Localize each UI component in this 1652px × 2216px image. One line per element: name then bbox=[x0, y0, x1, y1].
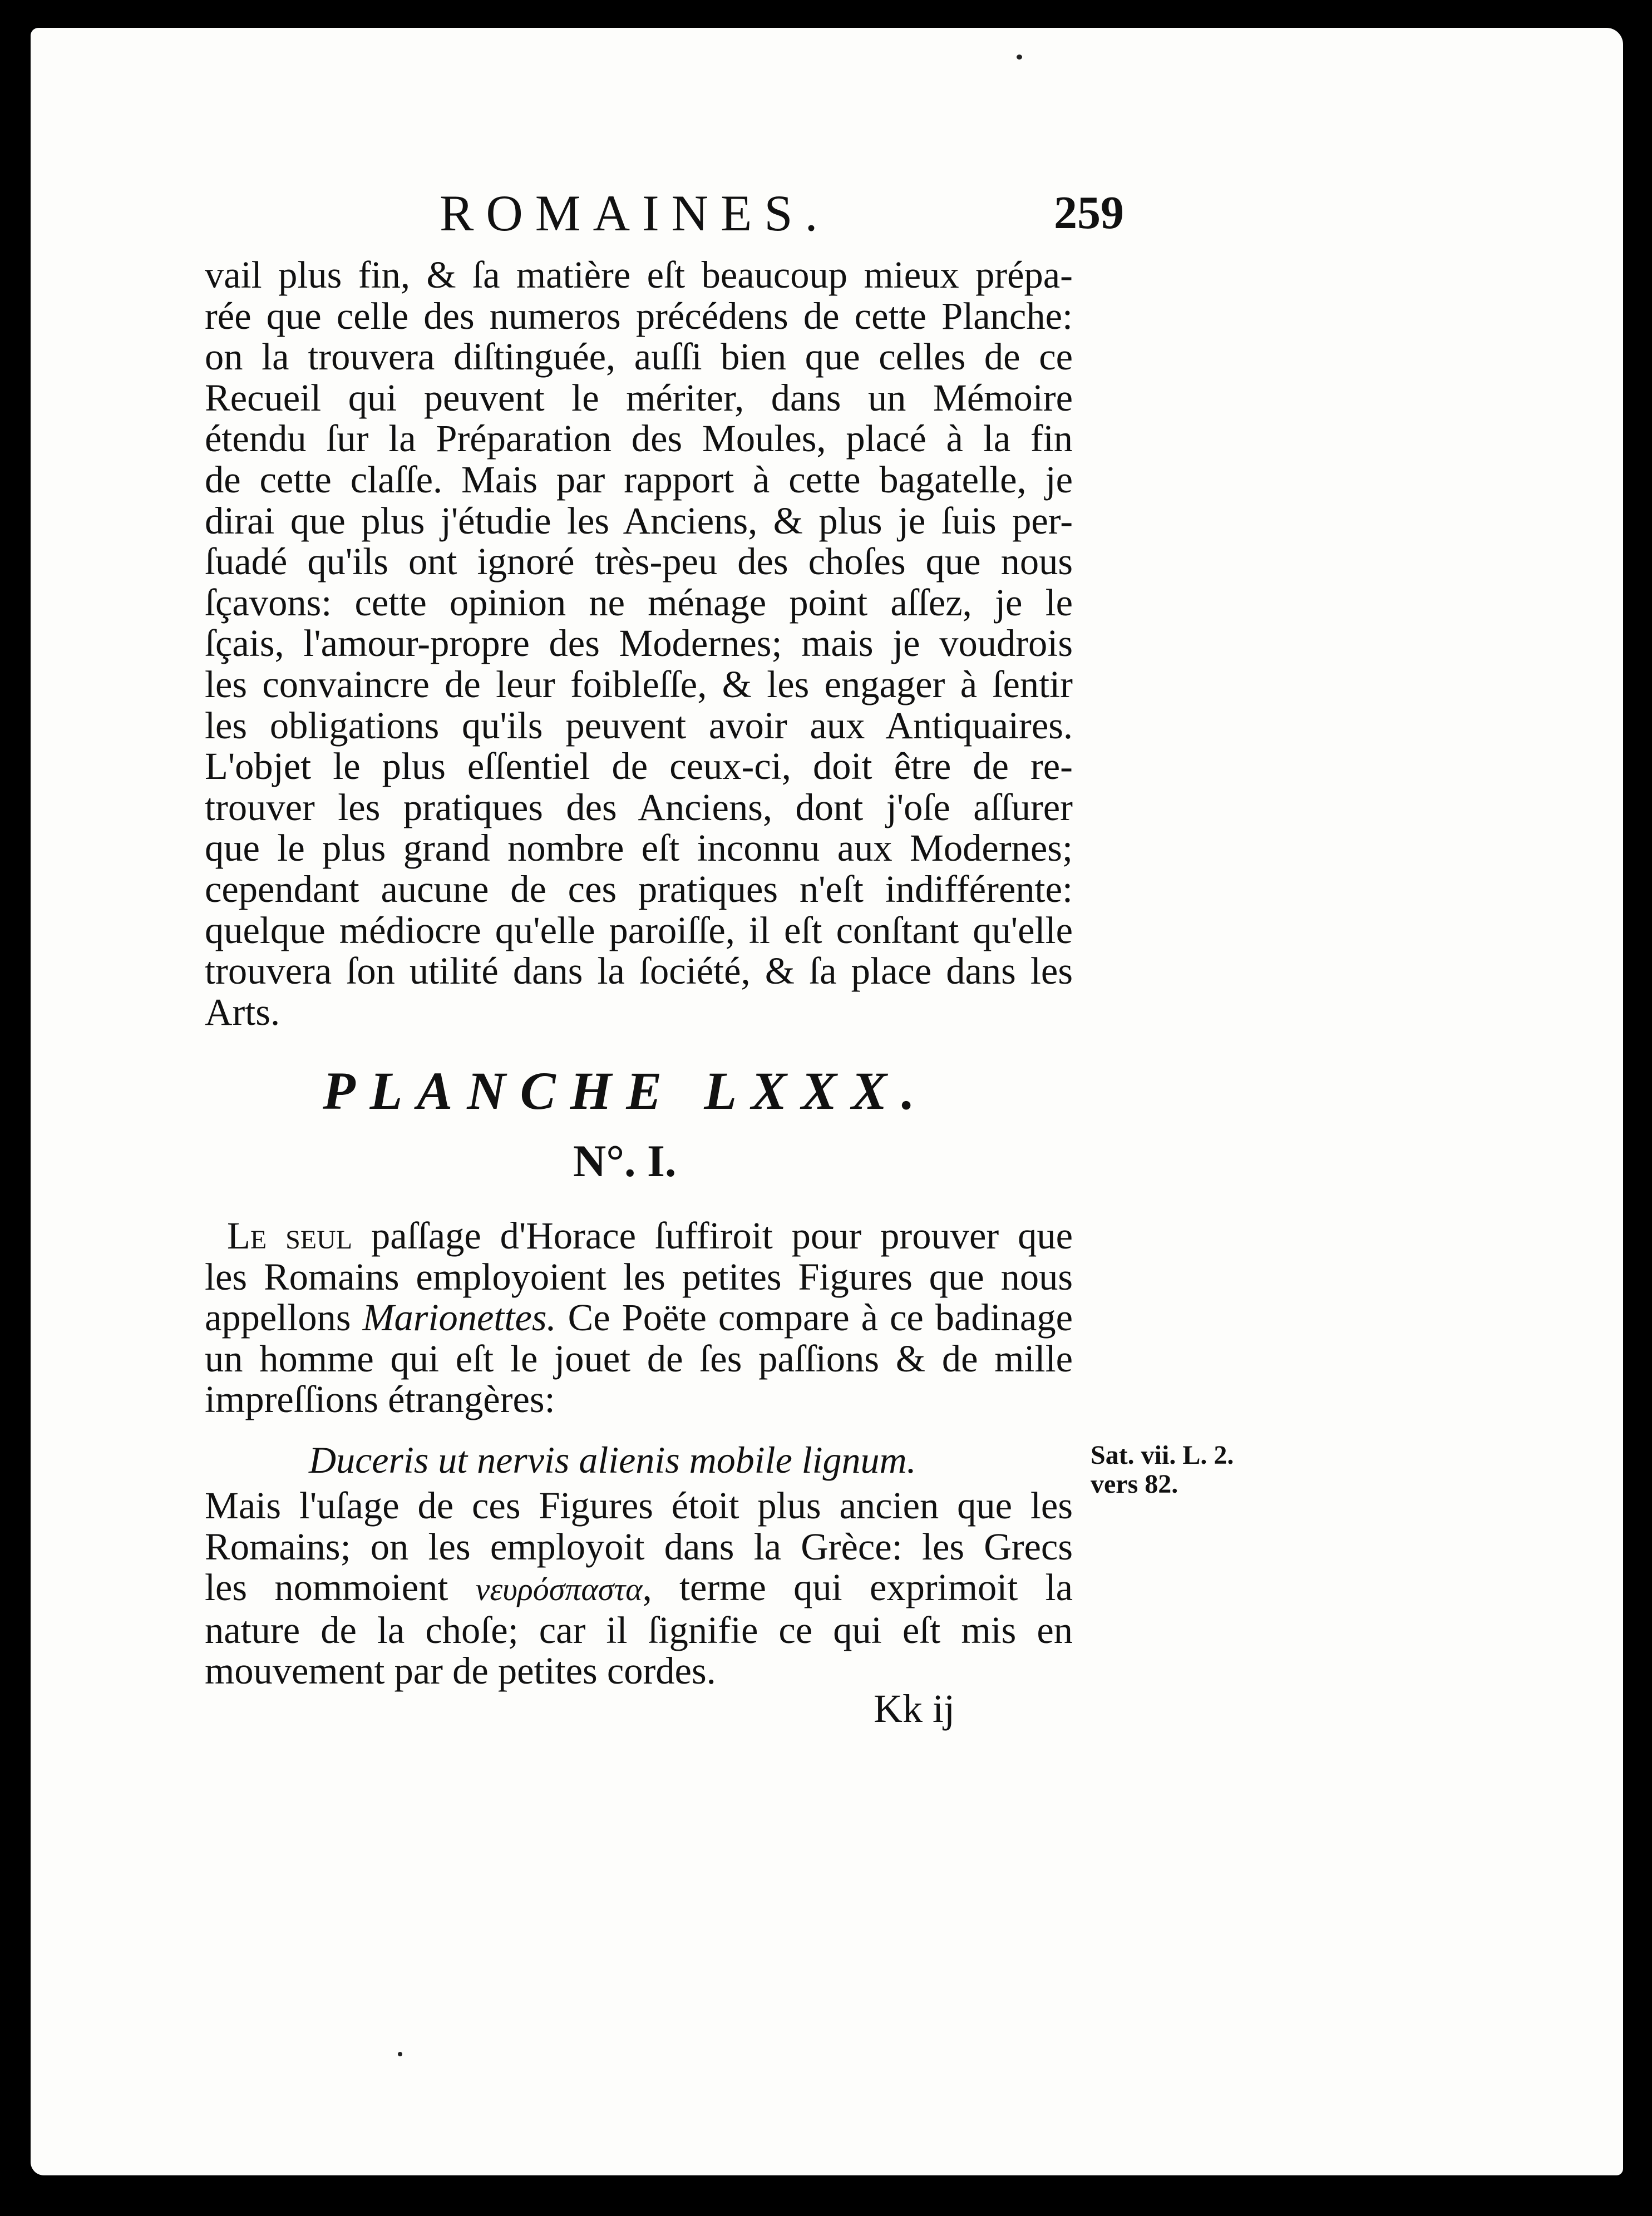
text-line: on la trouvera diſtinguée, auſſi bien que celles de ce bbox=[205, 335, 1073, 378]
text-line: nature de la choſe; car il ſignifie ce qui eſt mis en bbox=[205, 1608, 1073, 1651]
running-head bbox=[167, 184, 1124, 245]
paragraph-1 bbox=[205, 255, 1073, 1033]
text-line: de cette claſſe. Mais par rapport à cette bagatelle, je bbox=[205, 458, 1073, 501]
text-line: un homme qui eſt le jouet de ſes paſſions & de mille bbox=[205, 1337, 1073, 1380]
text-line: étendu ſur la Préparation des Moules, placé à la fin bbox=[205, 417, 1073, 460]
text-line: impreſſions étrangères: bbox=[205, 1378, 555, 1421]
text-line: que le plus grand nombre eſt inconnu aux Modernes; bbox=[205, 827, 1073, 870]
text-line: Mais l'uſage de ces Figures étoit plus ancien que les bbox=[205, 1484, 1073, 1527]
text-line: les convaincre de leur foibleſſe, & les engager à ſentir bbox=[205, 663, 1073, 705]
text-line: Recueil qui peuvent le mériter, dans un Mémoire bbox=[205, 376, 1073, 419]
text-line: Romains; on les employoit dans la Grèce: les Grecs bbox=[205, 1525, 1073, 1568]
paragraph-3 bbox=[205, 1485, 1073, 1692]
margin-note-line: vers 82. bbox=[1091, 1469, 1178, 1499]
text-run: appellons bbox=[205, 1296, 363, 1339]
text-line bbox=[205, 1216, 1073, 1257]
text-line bbox=[205, 1297, 1073, 1339]
text-line: rée que celle des numeros précédens de cette Planche: bbox=[205, 294, 1073, 337]
text-line: quelque médiocre qu'elle paroiſſe, il eſt conſtant qu'elle bbox=[205, 909, 1073, 951]
plate-number: N°. I. bbox=[573, 1136, 677, 1186]
text-run: les nommoient bbox=[205, 1566, 476, 1609]
ink-speck bbox=[1017, 55, 1022, 60]
text-line: ſçais, l'amour-propre des Modernes; mais je voudrois bbox=[205, 622, 1073, 665]
text-line: les Romains employoient les petites Figures que nous bbox=[205, 1255, 1073, 1298]
plate-heading: PLANCHE LXXX. bbox=[323, 1061, 930, 1121]
text-line: L'objet le plus eſſentiel de ceux-ci, doit être de re- bbox=[205, 745, 1073, 788]
italic-term: Marionettes. bbox=[362, 1296, 556, 1339]
text-run: , terme qui exprimoit la bbox=[642, 1566, 1073, 1609]
text-run: Ce Poëte compare à ce badinage bbox=[556, 1296, 1073, 1339]
text-line: ſçavons: cette opinion ne ménage point aſſez, je le bbox=[205, 581, 1073, 624]
paragraph-2 bbox=[205, 1216, 1073, 1420]
text-line: ſuadé qu'ils ont ignoré très-peu des choſes que nous bbox=[205, 540, 1073, 583]
margin-note bbox=[1091, 1441, 1234, 1499]
text-line: mouvement par de petites cordes. bbox=[205, 1650, 716, 1692]
signature-mark: Kk ij bbox=[874, 1686, 955, 1731]
text-line: dirai que plus j'étudie les Anciens, & plus je ſuis per- bbox=[205, 499, 1073, 542]
ink-speck bbox=[398, 2052, 402, 2056]
opening-words: Le seul bbox=[227, 1215, 353, 1257]
text-line: Arts. bbox=[205, 990, 280, 1033]
text-line bbox=[205, 1567, 1073, 1610]
page-number: 259 bbox=[1054, 187, 1124, 239]
latin-verse: Duceris ut nervis alienis mobile lignum. bbox=[309, 1439, 916, 1481]
text-line: trouver les pratiques des Anciens, dont j'oſe aſſurer bbox=[205, 786, 1073, 828]
text-line: vail plus fin, & ſa matière eſt beaucoup mieux prépa- bbox=[205, 254, 1073, 296]
running-title: ROMAINES. bbox=[440, 185, 830, 241]
text-line: cependant aucune de ces pratiques n'eſt indifférente: bbox=[205, 867, 1073, 910]
margin-note-line: Sat. vii. L. 2. bbox=[1091, 1440, 1234, 1470]
text-run: paſſage d'Horace ſuffiroit pour prouver que bbox=[352, 1215, 1073, 1257]
text-line: trouvera ſon utilité dans la ſociété, & ſa place dans les bbox=[205, 950, 1073, 993]
text-line: les obligations qu'ils peuvent avoir aux Antiquaires. bbox=[205, 704, 1073, 747]
greek-term: νευρόσπαστα bbox=[475, 1571, 643, 1608]
